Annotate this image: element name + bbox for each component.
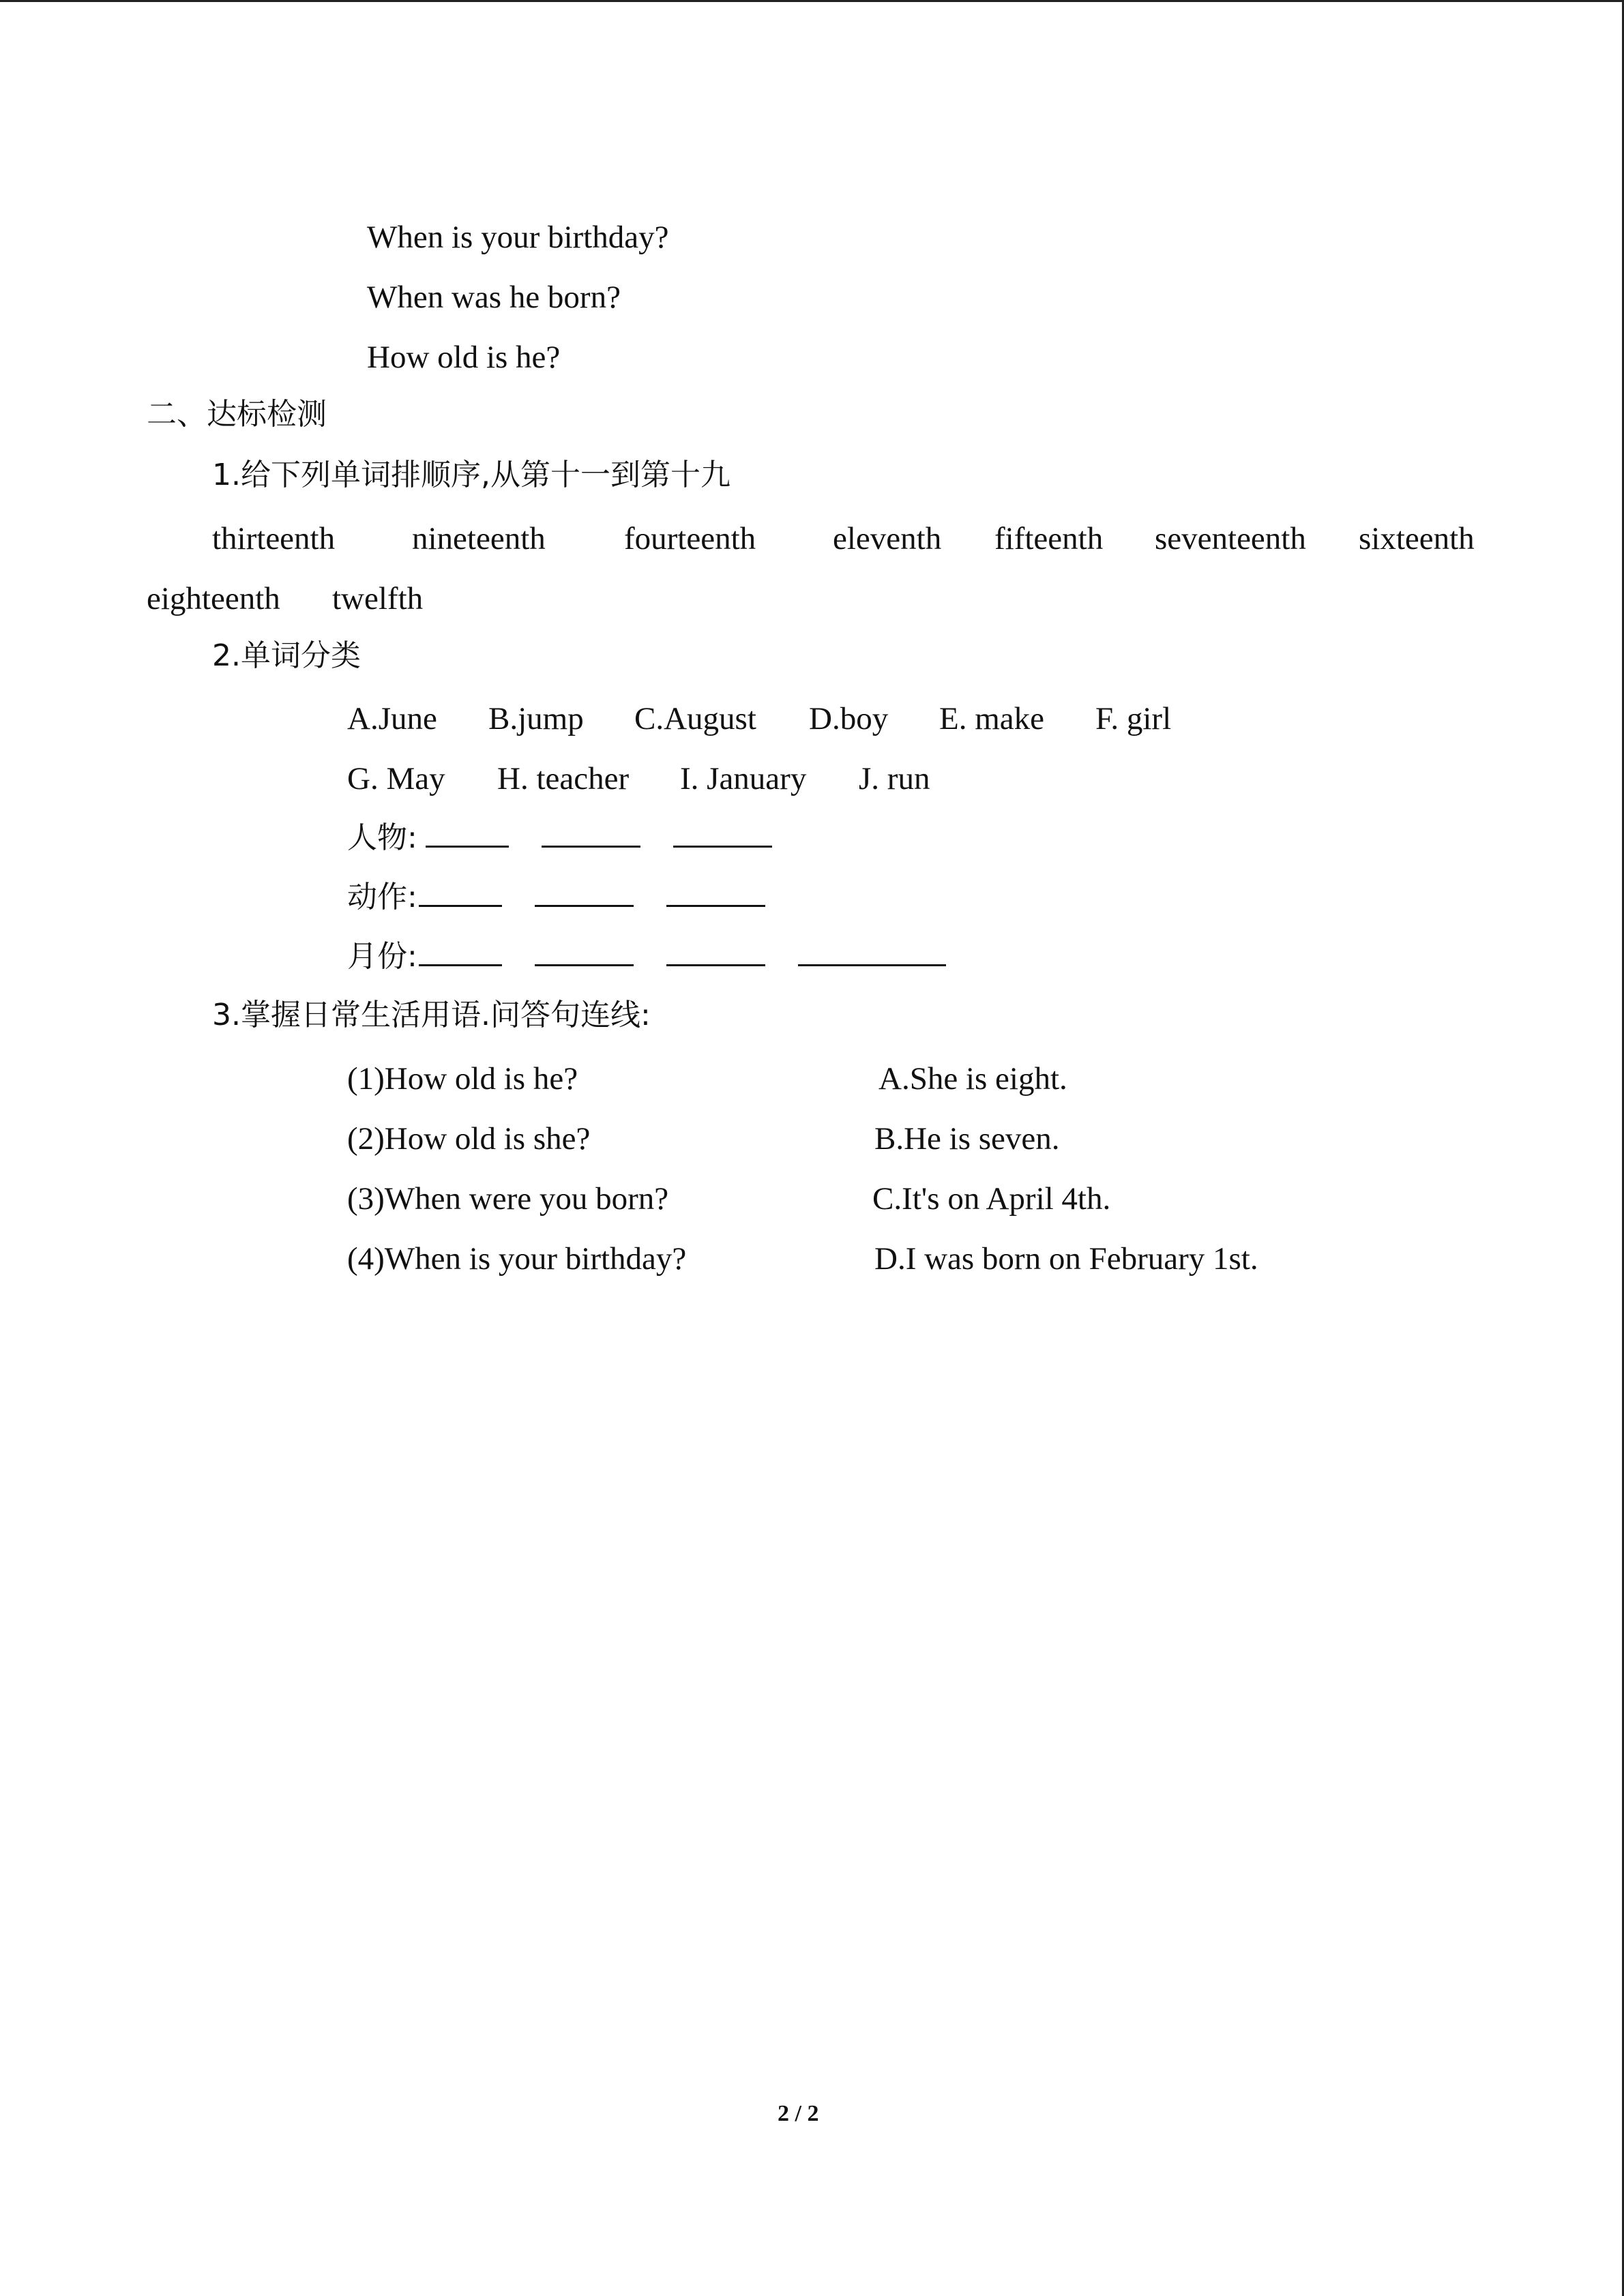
q3-question: (4)When is your birthday? bbox=[347, 1241, 687, 1277]
q3-answer: C.It's on April 4th. bbox=[872, 1181, 1111, 1217]
q3-answer: D.I was born on February 1st. bbox=[874, 1241, 1258, 1277]
section-heading: 二、达标检测 bbox=[147, 397, 327, 432]
q1-word: nineteenth bbox=[412, 521, 546, 556]
q2-option: H. teacher bbox=[497, 761, 630, 796]
q1-word: fifteenth bbox=[994, 521, 1104, 556]
q2-option: D.boy bbox=[809, 701, 889, 736]
category-row-people bbox=[347, 817, 772, 859]
intro-question-3: How old is he? bbox=[367, 340, 561, 375]
q2-option: A.June bbox=[347, 701, 437, 736]
answer-blank[interactable] bbox=[419, 878, 502, 907]
q2-option: F. girl bbox=[1095, 701, 1172, 736]
q3-question: (1)How old is he? bbox=[347, 1061, 578, 1097]
answer-blank[interactable] bbox=[666, 878, 765, 907]
intro-question-2: When was he born? bbox=[367, 280, 621, 315]
intro-question-1: When is your birthday? bbox=[367, 220, 669, 255]
q1-word: thirteenth bbox=[212, 521, 336, 556]
category-row-months bbox=[347, 936, 946, 977]
q2-option: J. run bbox=[859, 761, 930, 796]
answer-blank[interactable] bbox=[535, 937, 634, 966]
page-border-top bbox=[0, 0, 1624, 2]
category-row-actions bbox=[347, 876, 765, 918]
q2-option: E. make bbox=[939, 701, 1044, 736]
answer-blank[interactable] bbox=[426, 818, 509, 848]
q1-word: sixteenth bbox=[1359, 521, 1475, 556]
answer-blank[interactable] bbox=[673, 818, 772, 848]
answer-blank[interactable] bbox=[542, 818, 640, 848]
q2-title: 2.单词分类 bbox=[212, 638, 361, 673]
answer-blank[interactable] bbox=[535, 878, 634, 907]
q3-question: (3)When were you born? bbox=[347, 1181, 669, 1217]
answer-blank[interactable] bbox=[798, 937, 946, 966]
q1-word: eighteenth bbox=[147, 581, 280, 616]
q2-option: G. May bbox=[347, 761, 445, 796]
answer-blank[interactable] bbox=[666, 937, 765, 966]
category-label: 人物: bbox=[347, 820, 417, 855]
q2-option: I. January bbox=[680, 761, 807, 796]
q3-answer: B.He is seven. bbox=[874, 1121, 1060, 1157]
category-label: 动作: bbox=[347, 880, 417, 914]
q1-word: seventeenth bbox=[1155, 521, 1306, 556]
q3-title: 3.掌握日常生活用语.问答句连线: bbox=[212, 998, 651, 1032]
answer-blank[interactable] bbox=[419, 937, 502, 966]
q3-answer: A.She is eight. bbox=[879, 1061, 1067, 1097]
q1-title: 1.给下列单词排顺序,从第十一到第十九 bbox=[212, 458, 730, 492]
q3-question: (2)How old is she? bbox=[347, 1121, 591, 1157]
q2-option: B.jump bbox=[488, 701, 584, 736]
q1-word: fourteenth bbox=[624, 521, 756, 556]
q1-word: twelfth bbox=[332, 581, 424, 616]
page-number: 2 / 2 bbox=[778, 2101, 819, 2126]
q2-option: C.August bbox=[634, 701, 756, 736]
category-label: 月份: bbox=[347, 939, 417, 974]
q1-word: eleventh bbox=[833, 521, 942, 556]
